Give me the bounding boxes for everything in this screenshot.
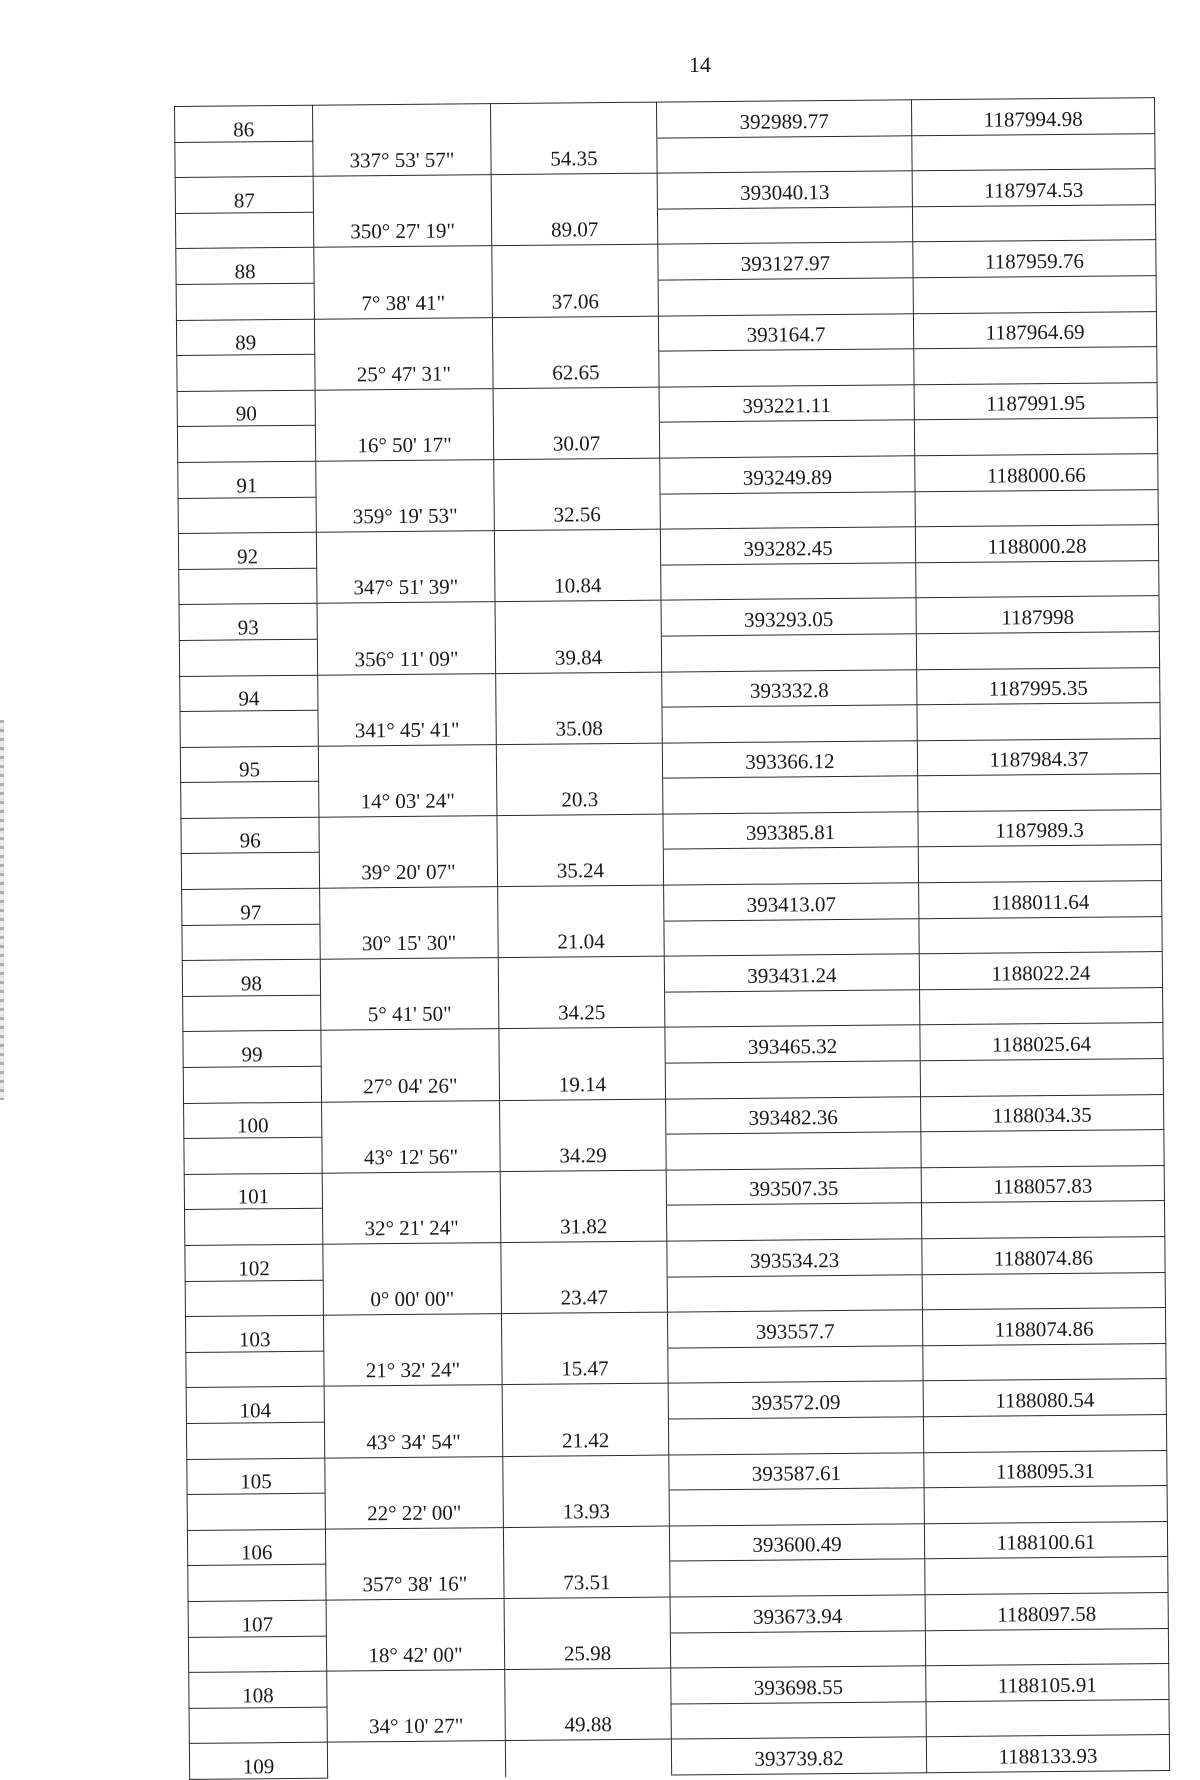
bearing-blank-cell [321, 1029, 499, 1066]
distance-cell: 15.47 [502, 1348, 668, 1385]
y-coordinate-cell: 1188057.83 [921, 1165, 1164, 1203]
point-blank-cell [179, 639, 317, 676]
point-number-cell: 87 [175, 176, 313, 213]
bearing-blank-cell [327, 1670, 505, 1707]
point-blank-cell [189, 1707, 327, 1744]
y-blank-cell [920, 1059, 1163, 1097]
y-coordinate-cell: 1188000.66 [915, 454, 1158, 492]
distance-blank-cell [504, 1597, 670, 1634]
y-blank-cell [915, 489, 1158, 527]
x-coordinate-cell: 393600.49 [669, 1523, 924, 1561]
x-coordinate-cell: 393482.36 [666, 1096, 921, 1134]
x-coordinate-cell: 393673.94 [670, 1595, 925, 1633]
y-coordinate-cell: 1188133.93 [926, 1735, 1169, 1773]
y-blank-cell [920, 987, 1163, 1025]
point-blank-cell [185, 1280, 323, 1317]
x-blank-cell [657, 135, 912, 173]
x-blank-cell [665, 1061, 920, 1099]
distance-blank-cell [496, 743, 662, 780]
y-coordinate-cell: 1187994.98 [911, 98, 1154, 136]
y-blank-cell [912, 204, 1155, 242]
x-coordinate-cell: 393572.09 [668, 1381, 923, 1419]
distance-blank-cell [494, 458, 660, 495]
distance-cell: 73.51 [504, 1561, 670, 1598]
bearing-cell: 18° 42' 00" [326, 1634, 504, 1671]
x-coordinate-cell: 393431.24 [664, 954, 919, 992]
bearing-blank-cell [325, 1527, 503, 1564]
y-coordinate-cell: 1187964.69 [913, 311, 1156, 349]
point-blank-cell [178, 497, 316, 534]
x-coordinate-cell: 393507.35 [666, 1168, 921, 1206]
bearing-cell: 30° 15' 30" [320, 922, 498, 959]
point-number-cell: 89 [176, 319, 314, 356]
x-coordinate-cell: 392989.77 [656, 100, 911, 138]
bearing-blank-cell [318, 744, 496, 781]
x-coordinate-cell: 393127.97 [658, 242, 913, 280]
distance-blank-cell [502, 1383, 668, 1420]
bearing-blank-cell [319, 815, 497, 852]
point-number-cell: 92 [178, 532, 316, 569]
bearing-blank-cell [325, 1456, 503, 1493]
y-blank-cell [919, 916, 1162, 954]
bearing-blank-cell [327, 1741, 505, 1778]
x-coordinate-cell: 393366.12 [662, 740, 917, 778]
x-coordinate-cell: 393249.89 [660, 456, 915, 494]
distance-cell: 31.82 [501, 1205, 667, 1242]
point-blank-cell [179, 568, 317, 605]
distance-cell: 35.24 [497, 850, 663, 887]
y-blank-cell [914, 347, 1157, 385]
bearing-blank-cell [316, 531, 494, 568]
distance-cell: 37.06 [492, 280, 658, 317]
y-blank-cell [917, 703, 1160, 741]
distance-cell: 62.65 [493, 351, 659, 388]
bearing-cell: 341° 45' 41" [318, 709, 496, 746]
x-blank-cell [670, 1559, 925, 1597]
point-blank-cell [182, 924, 320, 961]
y-blank-cell [916, 631, 1159, 669]
distance-blank-cell [492, 316, 658, 353]
distance-cell: 49.88 [505, 1704, 671, 1741]
bearing-blank-cell [320, 958, 498, 995]
x-coordinate-cell: 393739.82 [671, 1737, 926, 1775]
distance-blank-cell [501, 1241, 667, 1278]
bearing-cell: 16° 50' 17" [315, 424, 493, 461]
bearing-cell: 359° 19' 53" [316, 495, 494, 532]
point-number-cell: 93 [179, 604, 317, 641]
x-blank-cell [665, 990, 920, 1028]
bearing-blank-cell [323, 1314, 501, 1351]
distance-blank-cell [496, 672, 662, 709]
x-blank-cell [669, 1488, 924, 1526]
x-coordinate-cell: 393587.61 [669, 1452, 924, 1490]
bearing-cell: 347° 51' 39" [317, 566, 495, 603]
distance-cell: 30.07 [493, 422, 659, 459]
point-number-cell: 91 [178, 461, 316, 498]
y-blank-cell [926, 1699, 1169, 1737]
point-blank-cell [180, 710, 318, 747]
distance-cell: 25.98 [504, 1633, 670, 1670]
distance-blank-cell [500, 1170, 666, 1207]
bearing-cell: 337° 53' 57" [313, 139, 491, 176]
y-blank-cell [914, 418, 1157, 456]
y-blank-cell [923, 1343, 1166, 1381]
distance-blank-cell [505, 1668, 671, 1705]
y-blank-cell [925, 1557, 1168, 1595]
distance-blank-cell [503, 1526, 669, 1563]
bearing-cell: 0° 00' 00" [323, 1278, 501, 1315]
point-number-cell: 108 [189, 1671, 327, 1708]
x-blank-cell [661, 563, 916, 601]
point-number-cell: 107 [188, 1600, 326, 1637]
point-number-cell: 109 [189, 1742, 327, 1779]
x-blank-cell [671, 1701, 926, 1739]
x-blank-cell [666, 1203, 921, 1241]
x-blank-cell [660, 491, 915, 529]
distance-cell: 23.47 [501, 1277, 667, 1314]
distance-blank-cell [497, 814, 663, 851]
x-coordinate-cell: 393465.32 [665, 1025, 920, 1063]
x-blank-cell [666, 1132, 921, 1170]
y-coordinate-cell: 1187998 [916, 596, 1159, 634]
y-coordinate-cell: 1187984.37 [917, 738, 1160, 776]
y-blank-cell [925, 1628, 1168, 1666]
bearing-cell: 25° 47' 31" [315, 353, 493, 390]
bearing-blank-cell [320, 887, 498, 924]
bearing-cell: 5° 41' 50" [321, 993, 499, 1030]
point-number-cell: 106 [187, 1529, 325, 1566]
x-coordinate-cell: 393221.11 [659, 385, 914, 423]
x-coordinate-cell: 393164.7 [658, 313, 913, 351]
distance-blank-cell [492, 244, 658, 281]
distance-cell: 89.07 [491, 209, 657, 246]
point-blank-cell [187, 1493, 325, 1530]
point-blank-cell [181, 781, 319, 818]
distance-blank-cell [490, 102, 656, 139]
distance-blank-cell [491, 173, 657, 210]
y-blank-cell [923, 1415, 1166, 1453]
coordinate-table-body [175, 98, 1170, 1780]
distance-cell: 21.42 [502, 1419, 668, 1456]
bearing-cell: 43° 34' 54" [324, 1421, 502, 1458]
point-number-cell: 95 [180, 746, 318, 783]
distance-cell: 10.84 [495, 565, 661, 602]
y-coordinate-cell: 1187991.95 [914, 382, 1157, 420]
y-blank-cell [922, 1272, 1165, 1310]
point-number-cell: 103 [185, 1315, 323, 1352]
x-blank-cell [663, 776, 918, 814]
y-coordinate-cell: 1188000.28 [915, 525, 1158, 563]
x-coordinate-cell: 393332.8 [662, 669, 917, 707]
y-coordinate-cell: 1188080.54 [923, 1379, 1166, 1417]
x-coordinate-cell: 393698.55 [671, 1666, 926, 1704]
point-number-cell: 97 [182, 888, 320, 925]
point-blank-cell [183, 995, 321, 1032]
bearing-cell: 350° 27' 19" [313, 210, 491, 247]
y-blank-cell [921, 1201, 1164, 1239]
y-coordinate-cell: 1187995.35 [917, 667, 1160, 705]
scan-edge-artifact [0, 720, 4, 1100]
x-blank-cell [670, 1630, 925, 1668]
bearing-cell: 14° 03' 24" [319, 780, 497, 817]
bearing-blank-cell [316, 460, 494, 497]
point-number-cell: 102 [185, 1244, 323, 1281]
bearing-cell: 356° 11' 09" [317, 638, 495, 675]
x-blank-cell [668, 1346, 923, 1384]
bearing-cell: 27° 04' 26" [321, 1065, 499, 1102]
bearing-blank-cell [318, 673, 496, 710]
point-number-cell: 96 [181, 817, 319, 854]
distance-blank-cell [493, 387, 659, 424]
point-blank-cell [188, 1636, 326, 1673]
x-coordinate-cell: 393413.07 [664, 883, 919, 921]
point-number-cell: 101 [184, 1173, 322, 1210]
bearing-blank-cell [314, 246, 492, 283]
point-blank-cell [184, 1137, 322, 1174]
point-number-cell: 94 [180, 675, 318, 712]
page-number: 14 [689, 52, 711, 77]
x-blank-cell [663, 847, 918, 885]
x-blank-cell [659, 349, 914, 387]
point-number-cell: 86 [175, 105, 313, 142]
x-blank-cell [657, 207, 912, 245]
point-number-cell: 104 [186, 1387, 324, 1424]
coordinate-table [174, 97, 1170, 1780]
distance-blank-cell [498, 885, 664, 922]
distance-cell: 34.29 [500, 1134, 666, 1171]
bearing-blank-cell [313, 175, 491, 212]
x-coordinate-cell: 393040.13 [657, 171, 912, 209]
point-number-cell: 105 [187, 1458, 325, 1495]
point-blank-cell [181, 853, 319, 890]
distance-cell: 34.25 [499, 992, 665, 1029]
bearing-cell: 32° 21' 24" [323, 1207, 501, 1244]
point-blank-cell [188, 1565, 326, 1602]
point-number-cell: 90 [177, 390, 315, 427]
distance-blank-cell [498, 956, 664, 993]
distance-blank-cell [499, 1028, 665, 1065]
point-blank-cell [183, 1066, 321, 1103]
y-coordinate-cell: 1188022.24 [919, 952, 1162, 990]
point-row [189, 1735, 1169, 1779]
distance-cell: 39.84 [495, 636, 661, 673]
y-coordinate-cell: 1187974.53 [912, 169, 1155, 207]
bearing-cell: 21° 32' 24" [324, 1349, 502, 1386]
distance-blank-cell [503, 1455, 669, 1492]
point-blank-cell [186, 1422, 324, 1459]
bearing-cell: 39° 20' 07" [319, 851, 497, 888]
distance-blank-cell [494, 529, 660, 566]
x-coordinate-cell: 393293.05 [661, 598, 916, 636]
y-blank-cell [912, 133, 1155, 171]
point-number-cell: 99 [183, 1031, 321, 1068]
distance-blank-cell [505, 1739, 671, 1776]
x-blank-cell [668, 1417, 923, 1455]
distance-cell: 32.56 [494, 494, 660, 531]
y-coordinate-cell: 1188074.86 [922, 1308, 1165, 1346]
x-coordinate-cell: 393282.45 [660, 527, 915, 565]
point-number-cell: 100 [184, 1102, 322, 1139]
x-blank-cell [658, 278, 913, 316]
bearing-blank-cell [312, 104, 490, 141]
coordinate-table-wrapper [174, 97, 1169, 1780]
y-coordinate-cell: 1188025.64 [920, 1023, 1163, 1061]
y-coordinate-cell: 1187959.76 [913, 240, 1156, 278]
x-blank-cell [667, 1274, 922, 1312]
point-blank-cell [186, 1351, 324, 1388]
point-blank-cell [175, 141, 313, 178]
bearing-cell: 34° 10' 27" [327, 1705, 505, 1742]
x-blank-cell [661, 634, 916, 672]
x-blank-cell [662, 705, 917, 743]
bearing-blank-cell [323, 1243, 501, 1280]
y-coordinate-cell: 1188011.64 [919, 881, 1162, 919]
y-blank-cell [916, 560, 1159, 598]
y-coordinate-cell: 1188074.86 [922, 1237, 1165, 1275]
distance-blank-cell [501, 1312, 667, 1349]
bearing-cell: 357° 38' 16" [326, 1563, 504, 1600]
point-blank-cell [177, 426, 315, 463]
bearing-blank-cell [314, 317, 492, 354]
x-blank-cell [664, 918, 919, 956]
y-coordinate-cell: 1187989.3 [918, 809, 1161, 847]
point-blank-cell [177, 354, 315, 391]
y-blank-cell [924, 1486, 1167, 1524]
distance-cell: 19.14 [499, 1063, 665, 1100]
y-coordinate-cell: 1188095.31 [924, 1450, 1167, 1488]
distance-cell: 54.35 [491, 138, 657, 175]
y-coordinate-cell: 1188097.58 [925, 1592, 1168, 1630]
x-coordinate-cell: 393534.23 [667, 1239, 922, 1277]
point-blank-cell [175, 212, 313, 249]
point-number-cell: 88 [176, 248, 314, 285]
y-coordinate-cell: 1188100.61 [924, 1521, 1167, 1559]
y-blank-cell [913, 276, 1156, 314]
distance-cell: 35.08 [496, 707, 662, 744]
point-blank-cell [176, 283, 314, 320]
bearing-blank-cell [315, 388, 493, 425]
bearing-cell: 22° 22' 00" [325, 1492, 503, 1529]
bearing-blank-cell [317, 602, 495, 639]
point-blank-cell [185, 1209, 323, 1246]
distance-blank-cell [495, 600, 661, 637]
distance-cell: 20.3 [497, 778, 663, 815]
bearing-cell: 7° 38' 41" [314, 282, 492, 319]
distance-cell: 21.04 [498, 921, 664, 958]
distance-blank-cell [500, 1099, 666, 1136]
bearing-blank-cell [326, 1599, 504, 1636]
bearing-blank-cell [324, 1385, 502, 1422]
y-blank-cell [918, 774, 1161, 812]
y-coordinate-cell: 1188105.91 [926, 1664, 1169, 1702]
y-blank-cell [921, 1130, 1164, 1168]
x-coordinate-cell: 393385.81 [663, 812, 918, 850]
point-number-cell: 98 [182, 959, 320, 996]
x-coordinate-cell: 393557.7 [667, 1310, 922, 1348]
bearing-blank-cell [322, 1100, 500, 1137]
y-coordinate-cell: 1188034.35 [921, 1094, 1164, 1132]
bearing-blank-cell [322, 1171, 500, 1208]
y-blank-cell [918, 845, 1161, 883]
x-blank-cell [659, 420, 914, 458]
bearing-cell: 43° 12' 56" [322, 1136, 500, 1173]
distance-cell: 13.93 [503, 1490, 669, 1527]
